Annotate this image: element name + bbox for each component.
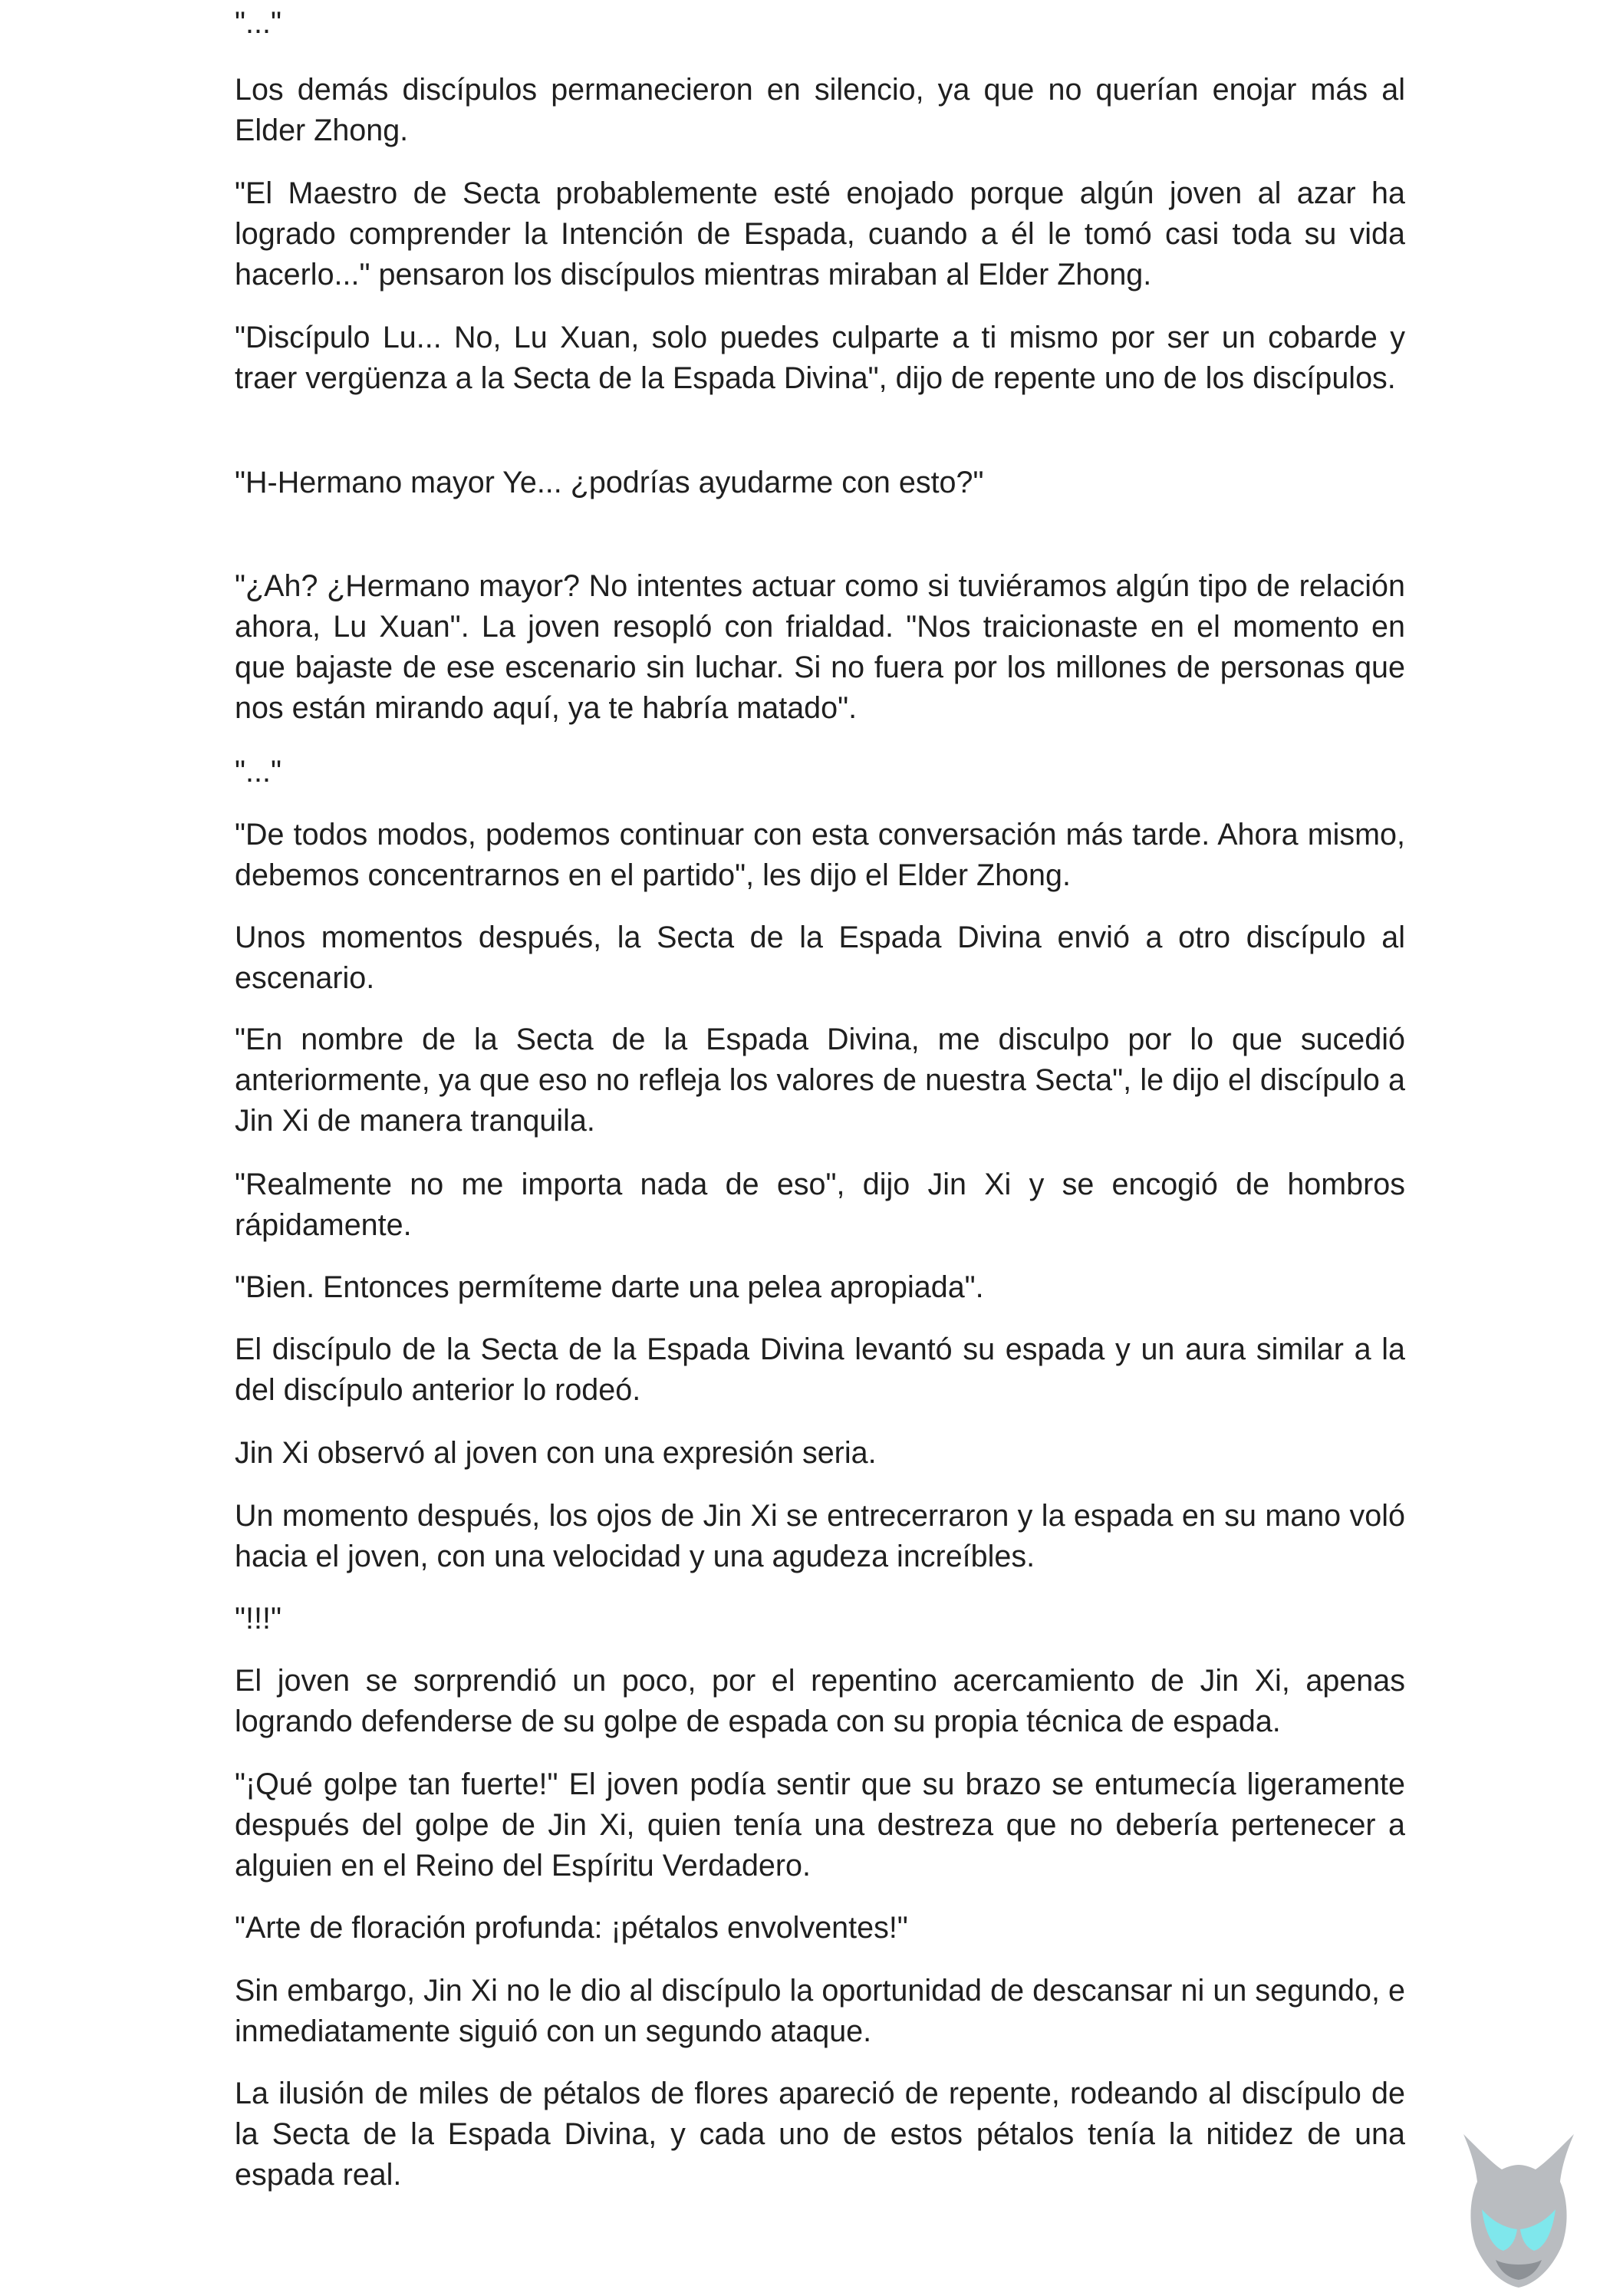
watermark-logo bbox=[1442, 2125, 1595, 2290]
paragraph: Los demás discípulos permanecieron en silencio, ya que no querían enojar más al Elder Zhong. bbox=[235, 73, 1405, 147]
paragraph: "!!!" bbox=[235, 1602, 281, 1636]
paragraph: "Realmente no me importa nada de eso", dijo Jin Xi y se encogió de hombros rápidamente. bbox=[235, 1168, 1405, 1242]
paragraph: El joven se sorprendió un poco, por el repentino acercamiento de Jin Xi, apenas logrando defenderse de su golpe de espada con su propia técnica de espada. bbox=[235, 1664, 1405, 1738]
paragraph: Jin Xi observó al joven con una expresión seria. bbox=[235, 1436, 877, 1470]
paragraph: "Arte de floración profunda: ¡pétalos envolventes!" bbox=[235, 1911, 908, 1945]
paragraph: "¿Ah? ¿Hermano mayor? No intentes actuar como si tuviéramos algún tipo de relación ahora, Lu Xuan". La joven resopló con frialdad. "Nos traicionaste en el momento en que bajaste de ese escenario sin luchar. Si no fuera por los millones de personas que nos están mirando aquí, ya te habría matado". bbox=[235, 569, 1405, 725]
paragraph: El discípulo de la Secta de la Espada Divina levantó su espada y un aura similar a la del discípulo anterior lo rodeó. bbox=[235, 1332, 1405, 1407]
paragraph: "Bien. Entonces permíteme darte una pelea apropiada". bbox=[235, 1270, 984, 1304]
paragraph: Un momento después, los ojos de Jin Xi se entrecerraron y la espada en su mano voló hacia el joven, con una velocidad y una agudeza increíbles. bbox=[235, 1499, 1405, 1573]
paragraph: Sin embargo, Jin Xi no le dio al discípulo la oportunidad de descansar ni un segundo, e inmediatamente siguió con un segundo ataque. bbox=[235, 1974, 1405, 2048]
paragraph: "¡Qué golpe tan fuerte!" El joven podía sentir que su brazo se entumecía ligeramente después del golpe de Jin Xi, quien tenía una destreza que no debería pertenecer a alguien en el Reino del Espíritu Verdadero. bbox=[235, 1767, 1405, 1883]
paragraph: "H-Hermano mayor Ye... ¿podrías ayudarme con esto?" bbox=[235, 466, 984, 499]
paragraph: "..." bbox=[235, 755, 281, 789]
paragraph: "De todos modos, podemos continuar con esta conversación más tarde. Ahora mismo, debemos concentrarnos en el partido", les dijo el Elder Zhong. bbox=[235, 818, 1405, 892]
paragraph: "El Maestro de Secta probablemente esté enojado porque algún joven al azar ha logrado comprender la Intención de Espada, cuando a él le tomó casi toda su vida hacerlo..." pensaron los discípulos mientras miraban al Elder Zhong. bbox=[235, 176, 1405, 292]
paragraph: La ilusión de miles de pétalos de flores apareció de repente, rodeando al discípulo de la Secta de la Espada Divina, y cada uno de estos pétalos tenía la nitidez de una espada real. bbox=[235, 2077, 1405, 2192]
paragraph: "Discípulo Lu... No, Lu Xuan, solo puedes culparte a ti mismo por ser un cobarde y traer vergüenza a la Secta de la Espada Divina", dijo de repente uno de los discípulos. bbox=[235, 321, 1405, 395]
paragraph: "En nombre de la Secta de la Espada Divina, me disculpo por lo que sucedió anteriormente, ya que eso no refleja los valores de nuestra Secta", le dijo el discípulo a Jin Xi de manera tranquila. bbox=[235, 1023, 1405, 1138]
paragraph: "..." bbox=[235, 6, 281, 40]
demon-head-logo-icon bbox=[1442, 2125, 1595, 2290]
paragraph: Unos momentos después, la Secta de la Espada Divina envió a otro discípulo al escenario. bbox=[235, 921, 1405, 995]
